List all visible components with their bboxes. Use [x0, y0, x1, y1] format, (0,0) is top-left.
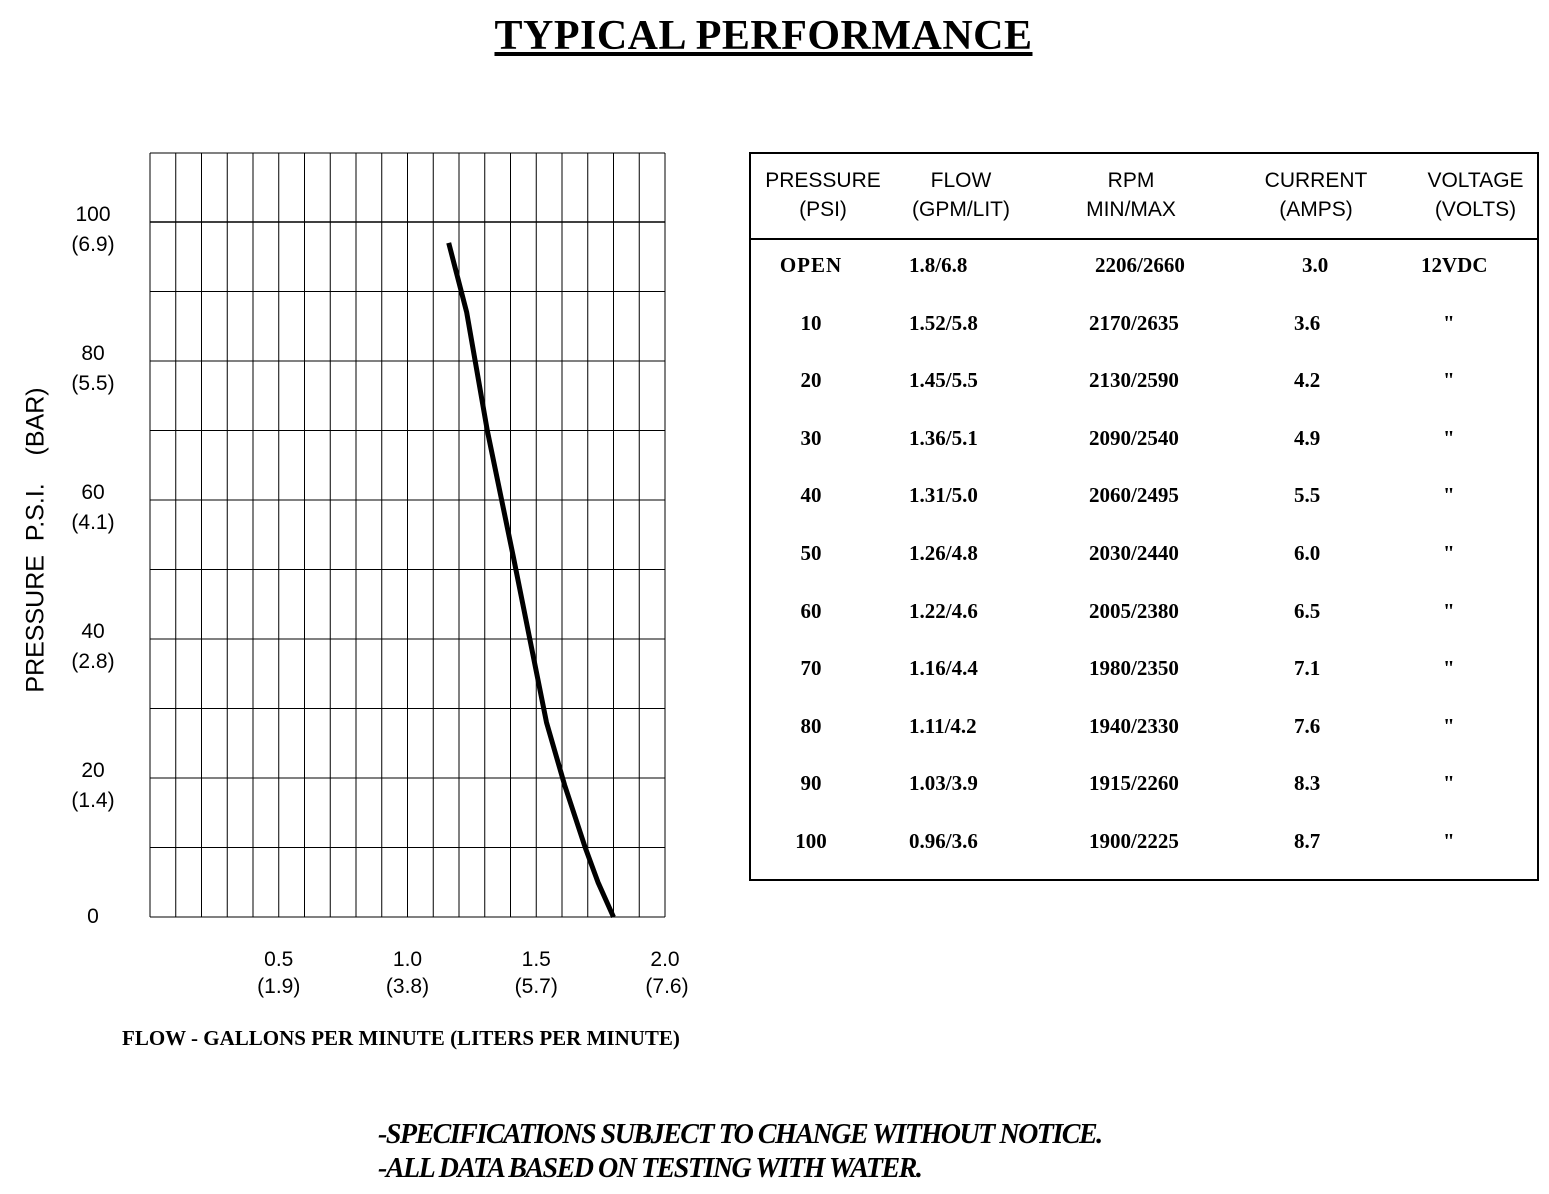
- cell-rpm: 2206/2660: [1095, 253, 1185, 277]
- header-current: CURRENT (AMPS): [1264, 169, 1368, 221]
- cell-flow: 1.45/5.5: [909, 368, 978, 393]
- page-title: TYPICAL PERFORMANCE: [494, 13, 1033, 59]
- cell-current: 6.5: [1294, 598, 1321, 623]
- cell-pressure: 80: [800, 713, 822, 738]
- series-line: [449, 243, 614, 917]
- y-tick-label: 20: [81, 759, 105, 782]
- y-tick-sublabel: (2.8): [71, 650, 115, 673]
- cell-voltage: ": [1443, 656, 1455, 681]
- cell-current: 8.3: [1294, 771, 1321, 796]
- table-row: [751, 365, 1537, 395]
- x-tick-label: 1.5: [521, 948, 551, 971]
- cell-flow: 1.8/6.8: [909, 253, 968, 277]
- table-row: [751, 596, 1537, 626]
- cell-voltage: 12VDC: [1421, 253, 1488, 277]
- cell-current: 7.6: [1294, 713, 1321, 738]
- cell-voltage: ": [1443, 483, 1455, 508]
- y-tick-label: 80: [81, 342, 105, 365]
- cell-current: 8.7: [1294, 829, 1321, 853]
- y-tick-sublabel: (6.9): [71, 233, 115, 256]
- notes: [378, 1118, 1102, 1186]
- cell-rpm: 2130/2590: [1089, 368, 1179, 393]
- cell-rpm: 1980/2350: [1089, 656, 1179, 681]
- cell-voltage: ": [1443, 310, 1455, 335]
- cell-pressure: OPEN: [779, 253, 843, 277]
- table-row: [751, 653, 1537, 683]
- cell-voltage: ": [1443, 771, 1455, 796]
- performance-chart: [0, 0, 760, 1010]
- table-header: [751, 154, 1537, 240]
- y-tick-sublabel: (4.1): [71, 511, 115, 534]
- cell-rpm: 1940/2330: [1089, 713, 1179, 738]
- table-row: [751, 538, 1537, 568]
- header-pressure: PRESSURE (PSI): [765, 169, 881, 221]
- cell-voltage: ": [1443, 368, 1455, 393]
- cell-voltage: ": [1443, 829, 1455, 853]
- table-row: [751, 826, 1537, 856]
- cell-current: 3.0: [1302, 253, 1329, 277]
- performance-table: [749, 152, 1539, 881]
- table-row: [751, 711, 1537, 741]
- x-tick-label: 1.0: [392, 948, 423, 971]
- cell-flow: 1.52/5.8: [909, 310, 978, 335]
- cell-voltage: ": [1443, 541, 1455, 565]
- cell-pressure: 20: [800, 368, 822, 393]
- x-tick-sublabel: (5.7): [514, 975, 558, 998]
- cell-rpm: 1915/2260: [1089, 771, 1179, 796]
- cell-flow: 1.16/4.4: [909, 656, 978, 681]
- cell-flow: 1.36/5.1: [909, 425, 978, 450]
- cell-pressure: 10: [800, 310, 822, 335]
- cell-voltage: ": [1443, 425, 1455, 450]
- cell-current: 5.5: [1294, 483, 1321, 508]
- cell-flow: 1.11/4.2: [909, 713, 977, 738]
- note-specifications: -SPECIFICATIONS SUBJECT TO CHANGE WITHOUT NOTICE.: [378, 1119, 1102, 1150]
- cell-rpm: 2170/2635: [1089, 310, 1179, 335]
- header-rpm: RPM MIN/MAX: [1086, 169, 1176, 221]
- y-tick-label: 60: [81, 481, 105, 504]
- cell-pressure: 100: [795, 829, 827, 853]
- cell-pressure: 70: [800, 656, 822, 681]
- x-tick-sublabel: (7.6): [645, 975, 689, 998]
- cell-rpm: 1900/2225: [1089, 829, 1179, 853]
- y-axis-label: PRESSURE P.S.I. (BAR): [21, 387, 50, 693]
- cell-current: 7.1: [1294, 656, 1321, 681]
- table-row: [751, 768, 1537, 798]
- cell-current: 3.6: [1294, 310, 1321, 335]
- cell-current: 6.0: [1294, 541, 1321, 565]
- cell-pressure: 90: [800, 771, 822, 796]
- y-tick-label: 100: [75, 203, 111, 226]
- table-row: [751, 250, 1537, 280]
- cell-flow: 1.22/4.6: [909, 598, 978, 623]
- cell-pressure: 30: [800, 425, 822, 450]
- cell-rpm: 2060/2495: [1089, 483, 1179, 508]
- cell-pressure: 50: [800, 541, 822, 565]
- cell-rpm: 2030/2440: [1089, 541, 1179, 565]
- cell-flow: 0.96/3.6: [909, 829, 978, 853]
- cell-current: 4.9: [1294, 425, 1321, 450]
- table-row: [751, 308, 1537, 338]
- y-tick-label: 40: [81, 620, 105, 643]
- header-flow: FLOW (GPM/LIT): [912, 169, 1010, 221]
- note-testing: -ALL DATA BASED ON TESTING WITH WATER.: [378, 1153, 922, 1184]
- table-row: [751, 423, 1537, 453]
- y-tick-sublabel: (1.4): [71, 789, 115, 812]
- header-voltage: VOLTAGE (VOLTS): [1427, 169, 1524, 221]
- cell-voltage: ": [1443, 598, 1455, 623]
- x-tick-sublabel: (3.8): [385, 975, 430, 998]
- cell-current: 4.2: [1294, 368, 1321, 393]
- y-tick-sublabel: (5.5): [71, 372, 115, 395]
- table-row: [751, 480, 1537, 510]
- x-tick-sublabel: (1.9): [257, 975, 301, 998]
- cell-flow: 1.03/3.9: [909, 771, 978, 796]
- cell-rpm: 2090/2540: [1089, 425, 1179, 450]
- y-tick-label: 0: [87, 905, 99, 928]
- cell-rpm: 2005/2380: [1089, 598, 1179, 623]
- x-tick-label: 2.0: [650, 948, 680, 971]
- cell-pressure: 40: [800, 483, 822, 508]
- cell-voltage: ": [1443, 713, 1455, 738]
- x-tick-label: 0.5: [264, 948, 294, 971]
- x-axis-label: FLOW - GALLONS PER MINUTE (LITERS PER MINUTE): [122, 1026, 680, 1050]
- cell-flow: 1.26/4.8: [909, 541, 978, 565]
- cell-pressure: 60: [800, 598, 822, 623]
- cell-flow: 1.31/5.0: [909, 483, 978, 508]
